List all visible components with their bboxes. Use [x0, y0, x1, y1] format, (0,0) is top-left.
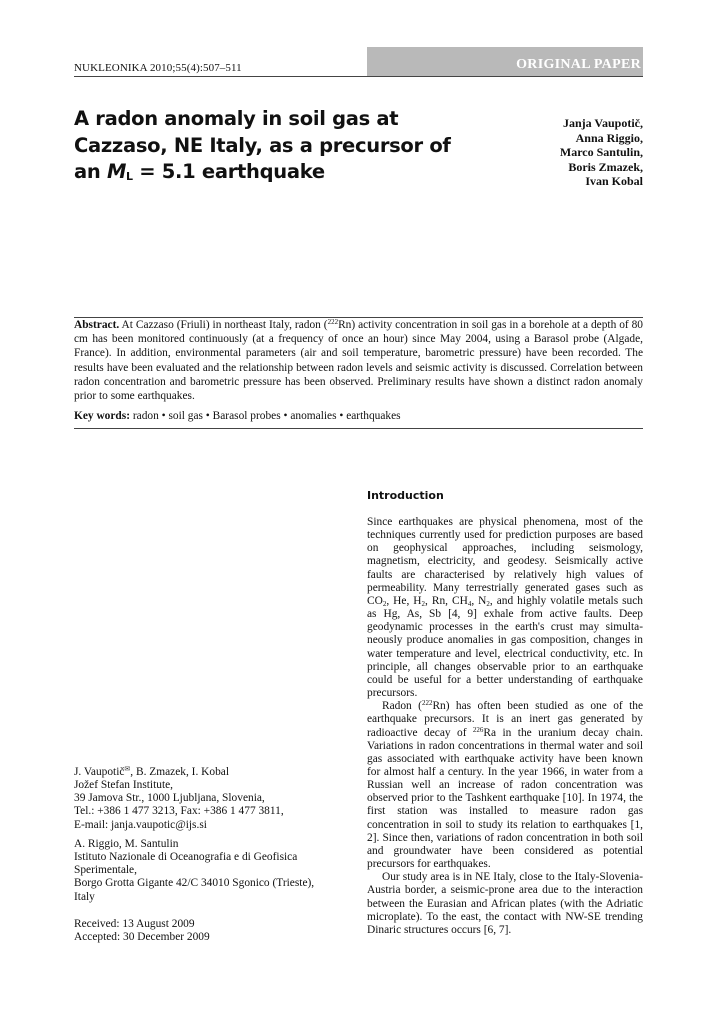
keywords-text: radon • soil gas • Barasol probes • anomalies • earthquakes: [130, 410, 401, 422]
accepted-date: Accepted: 30 December 2009: [74, 931, 210, 944]
journal-citation: NUKLEONIKA 2010;55(4):507–511: [74, 62, 242, 74]
affiliation-line: Tel.: +386 1 477 3213, Fax: +386 1 477 3811,: [74, 805, 284, 818]
abstract-bottom-divider: [74, 428, 643, 429]
affiliation-line: 39 Jamova Str., 1000 Ljubljana, Slovenia,: [74, 792, 265, 805]
affiliation-authors: [74, 763, 344, 779]
title-magnitude-subscript: L: [126, 170, 133, 183]
paragraph-text: , and highly volatile metals such as Hg, As, Sb [4, 9] exhale from active faults. Deep geodynamic processes in the earth's crust may simultaneously produce anomalies in gas composition, changes in water temperature and level, electrical conductivity, etc. In principle, all changes observable prior to an earthquake could be useful for a better understanding of earthquake precursors.: [367, 594, 643, 700]
paragraph: [367, 700, 643, 871]
isotope-superscript: 222: [421, 699, 433, 708]
affiliation-line: Borgo Grotta Gigante 42/C 34010 Sgonico (Trieste),: [74, 877, 315, 890]
section-heading-introduction: Introduction: [367, 489, 444, 502]
abstract: [74, 318, 643, 403]
affiliation-email: E-mail: janja.vaupotic@ijs.si: [74, 818, 207, 831]
received-date: Received: 13 August 2009: [74, 918, 195, 930]
paragraph: [367, 516, 643, 700]
subscript: 2: [382, 599, 387, 608]
header-divider: [74, 76, 643, 77]
abstract-text: At Cazzaso (Friuli) in northeast Italy, radon (: [119, 319, 328, 331]
author: Janja Vaupotič,: [562, 116, 643, 130]
corresponding-author: J. Vaupotič: [74, 766, 125, 778]
affiliation-line: A. Riggio, M. Santulin: [74, 838, 179, 850]
author-list: [560, 116, 643, 189]
affiliation-author-names: , B. Zmazek, I. Kobal: [130, 766, 229, 778]
paragraph-text: Since earthquakes are physical phenomena, most of the techniques currently used for prediction purposes are based on geophysical approaches, including seismology, magnetism, electricity, and geodesy. Seismically active faults are characterised by relatively high values of permeability. Many terrestrially generated gases such as CO: [367, 516, 643, 607]
envelope-icon: ✉: [124, 765, 131, 773]
article-type-badge: ORIGINAL PAPER: [367, 47, 643, 76]
affiliation-line: Sperimentale,: [74, 864, 137, 877]
paragraph-text: Ra in the uranium decay chain. Variations in radon concentrations in thermal water and soil gas associated with earthquake activity have been known for almost half a century. In the year 1966, in water from a Russian well an increase of radon concentration was observed prior to the Tashkent earthquake [10]. In 1974, the first station was installed to measure radon gas concentration in soil to study its relation to earthquakes [1, 2]. Since then, variations of radon concentration in both soil and groundwater have been considered as potential precursors for earthquakes.: [367, 726, 644, 871]
subscript: 2: [486, 599, 490, 608]
introduction-body: [367, 516, 643, 937]
author: Ivan Kobal: [585, 174, 643, 189]
affiliation-ogs: [74, 838, 344, 904]
keywords-label: Key words:: [74, 410, 130, 422]
paragraph: Our study area is in NE Italy, close to the Italy-Slovenia-Austria border, a seismic-prone area due to the interaction between the Eurasian and African plates (with the Adriatic microplate). To the east, the contact with NW-SE trending Dinaric structures occurs [6, 7].: [367, 871, 643, 936]
title-text-end: = 5.1 earthquake: [132, 160, 325, 183]
subscript: 4: [467, 599, 472, 608]
isotope-superscript: 222: [327, 318, 339, 326]
title-magnitude-symbol: [107, 160, 133, 183]
submission-dates: [74, 918, 344, 944]
affiliation-line: Italy: [74, 890, 95, 903]
paragraph-text: , Rn, CH: [425, 594, 468, 607]
paragraph-text: Radon (: [382, 700, 422, 713]
author: Marco Santulin,: [559, 145, 643, 160]
paper-title: [74, 106, 474, 191]
abstract-label: Abstract.: [74, 319, 120, 331]
author: Anna Riggio,: [575, 130, 643, 145]
affiliation-line: Jožef Stefan Institute,: [74, 779, 174, 792]
affiliation-ijs: [74, 763, 344, 832]
isotope-superscript: 226: [472, 725, 484, 734]
keywords: [74, 409, 643, 423]
paragraph-text: , N: [471, 594, 487, 607]
affiliation-line: Istituto Nazionale di Oceanografia e di Geofisica: [74, 851, 298, 864]
title-text-start: A radon anomaly in soil gas at Cazzaso, NE Italy, as a precursor of an: [74, 107, 451, 183]
subscript: 2: [421, 599, 426, 608]
author: Boris Zmazek,: [568, 159, 643, 174]
title-magnitude-letter: M: [106, 160, 127, 183]
paragraph-text: , He, H: [386, 594, 422, 607]
paragraph-text: Rn) has often been studied as one of the earthquake precursors. It is an inert gas generated by radioactive decay of: [367, 700, 643, 739]
abstract-text: Rn) activity concentration in soil gas in a borehole at a depth of 80 cm has been monitored continuously (at a frequency of once an hour) since May 2004, using a Barasol probe (Algade, France). In addition, environmental parameters (air and soil temperature, barometric pressure) have been recorded. The results have been evaluated and the relationship between radon levels and seismic activity is discussed. Correlation between radon concentration and barometric pressure has been observed. Preliminary results have shown a distinct radon anomaly prior to some earthquakes.: [74, 319, 644, 403]
